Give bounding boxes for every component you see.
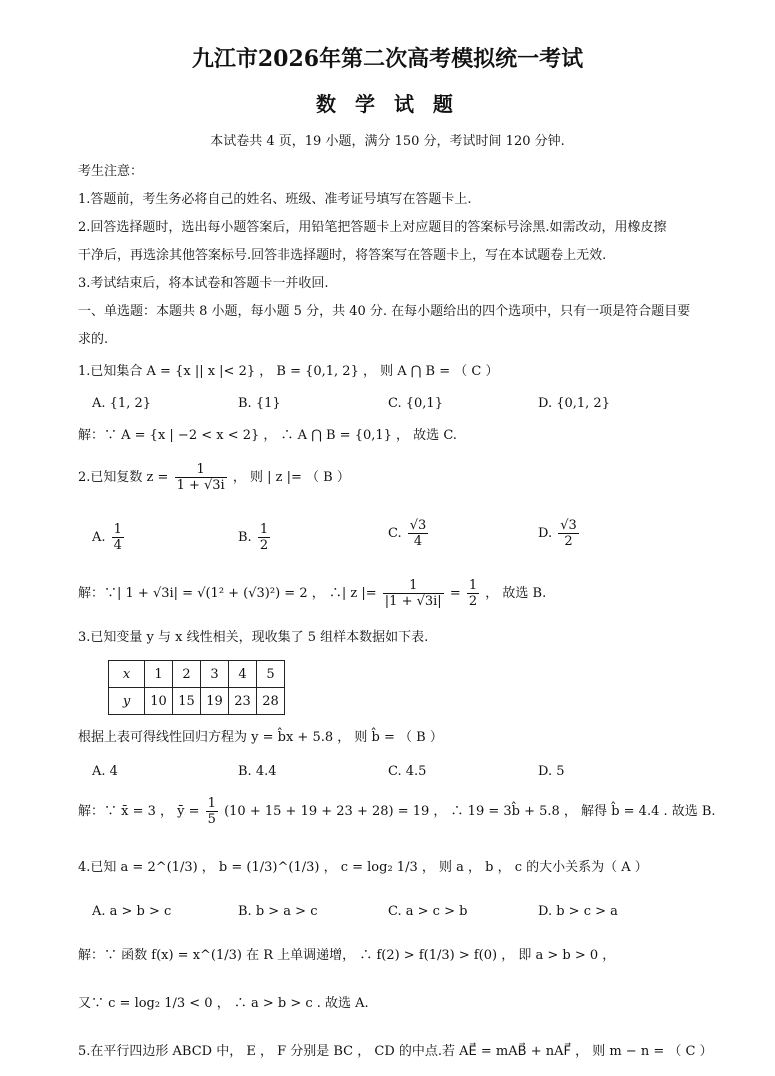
notice-heading: 考生注意： <box>78 164 144 179</box>
q2-option-c-label: C. <box>388 526 402 541</box>
q2-stem <box>78 462 350 493</box>
q1-stem: 1.已知集合 A = {x || x |< 2} ， B = {0,1, 2} ， 则 A ⋂ B = （ C ） <box>78 364 499 379</box>
table-cell: 15 <box>173 688 201 715</box>
q2-option-a-denominator: 4 <box>113 538 122 553</box>
table-row <box>109 661 285 688</box>
q2-option-b-numerator: 1 <box>259 522 269 537</box>
q2-option-d-denominator: 2 <box>564 534 573 549</box>
q3-solution-suffix: (10 + 15 + 19 + 23 + 28) = 19 ， ∴ 19 = 3b̂ + 5.8 ， 解得 b̂ = 4.4 . 故选 B. <box>224 804 716 819</box>
q3-solution <box>78 796 716 827</box>
q2-option-c-fraction <box>408 518 429 549</box>
q2-option-c <box>388 518 430 549</box>
q4-stem: 4.已知 a = 2^(1/3) ， b = (1/3)^(1/3) ， c = log₂ 1/3 ， 则 a ， b ， c 的大小关系为（ A ） <box>78 860 648 875</box>
q4-option-c: C. a > c > b <box>388 904 468 919</box>
table-cell: 10 <box>145 688 173 715</box>
table-header-y: y <box>109 688 145 715</box>
notice-item-1: 1.答题前，考生务必将自己的姓名、班级、准考证号填写在答题卡上. <box>78 192 472 207</box>
q4-solution-line-2: 又∵ c = log₂ 1/3 < 0 ， ∴ a > b > c . 故选 A. <box>78 996 369 1011</box>
q3-stem: 3.已知变量 y 与 x 线性相关，现收集了 5 组样本数据如下表. <box>78 630 429 645</box>
q1-option-d: D. {0,1, 2} <box>538 396 610 411</box>
q2-solution-numerator-1: 1 <box>383 578 444 594</box>
table-cell: 4 <box>229 661 257 688</box>
q3-solution-numerator: 1 <box>207 796 216 811</box>
q2-solution-denominator-1: |1 + √3i| <box>384 594 442 609</box>
notice-item-3: 3.考试结束后，将本试卷和答题卡一并收回. <box>78 276 329 291</box>
table-cell: 1 <box>145 661 173 688</box>
table-cell: 5 <box>257 661 285 688</box>
q2-option-b-fraction <box>258 522 270 553</box>
q4-option-a: A. a > b > c <box>92 904 172 919</box>
q2-solution <box>78 578 546 609</box>
q2-solution-numerator-2: 1 <box>468 578 478 593</box>
q2-solution-fraction-1 <box>383 578 444 609</box>
q2-option-a-numerator: 1 <box>113 522 122 537</box>
q2-option-b-denominator: 2 <box>259 538 269 553</box>
q1-solution: 解：∵ A = {x | −2 < x < 2} ， ∴ A ⋂ B = {0,1} ， 故选 C. <box>78 428 457 443</box>
q2-stem-numerator: 1 <box>175 462 227 478</box>
q2-stem-denominator: 1 + √3i <box>176 478 225 493</box>
notice-item-2-line-2: 干净后，再选涂其他答案标号.回答非选择题时，将答案写在答题卡上，写在本试题卷上无效. <box>78 248 607 263</box>
q4-option-d: D. b > c > a <box>538 904 618 919</box>
q1-option-c: C. {0,1} <box>388 396 443 411</box>
table-cell: 19 <box>201 688 229 715</box>
q3-option-b: B. 4.4 <box>238 764 277 779</box>
q1-option-a: A. {1, 2} <box>92 396 152 411</box>
q3-option-c: C. 4.5 <box>388 764 427 779</box>
section-1-heading-cont: 求的. <box>78 332 109 347</box>
q2-stem-fraction <box>175 462 227 493</box>
q2-option-d <box>538 518 581 549</box>
q2-solution-prefix: 解：∵| 1 + √3i| = √(1² + (√3)²) = 2 ， ∴| z |= <box>78 586 377 601</box>
q2-option-a <box>92 522 126 553</box>
exam-title: 九江市2026年第二次高考模拟统一考试 <box>191 46 584 72</box>
table-cell: 2 <box>173 661 201 688</box>
q2-option-c-numerator: √3 <box>409 518 427 533</box>
q3-solution-prefix: 解：∵ x̄ = 3 ， ȳ = <box>78 804 200 819</box>
q2-option-c-denominator: 4 <box>413 534 423 549</box>
subject-title: 数 学 试 题 <box>316 92 459 116</box>
table-header-x: x <box>109 661 145 688</box>
q3-option-d: D. 5 <box>538 764 565 779</box>
q2-option-d-fraction <box>558 518 579 549</box>
q2-solution-denominator-2: 2 <box>468 594 478 609</box>
q3-solution-fraction <box>206 796 218 827</box>
q3-option-a: A. 4 <box>92 764 118 779</box>
q2-solution-fraction-2 <box>467 578 479 609</box>
q3-solution-denominator: 5 <box>207 812 216 827</box>
q3-regression-line: 根据上表可得线性回归方程为 y = b̂x + 5.8 ， 则 b̂ = （ B ） <box>78 730 443 745</box>
q2-solution-suffix: ， 故选 B. <box>485 586 547 601</box>
q2-stem-suffix: ， 则 | z |= （ B ） <box>232 470 350 485</box>
q4-option-b: B. b > a > c <box>238 904 318 919</box>
q2-option-a-label: A. <box>92 530 106 545</box>
q2-option-d-label: D. <box>538 526 553 541</box>
q2-stem-prefix: 2.已知复数 z = <box>78 470 169 485</box>
q1-option-b: B. {1} <box>238 396 281 411</box>
notice-item-2-line-1: 2.回答选择题时，选出每小题答案后，用铅笔把答题卡上对应题目的答案标号涂黑.如需改动，用橡皮擦 <box>78 220 667 235</box>
exam-info: 本试卷共 4 页，19 小题，满分 150 分，考试时间 120 分钟. <box>210 134 565 149</box>
table-row <box>109 688 285 715</box>
q2-option-a-fraction <box>112 522 124 553</box>
q3-data-table <box>108 660 285 715</box>
table-cell: 3 <box>201 661 229 688</box>
q2-option-d-numerator: √3 <box>560 518 577 533</box>
section-1-heading: 一、单选题：本题共 8 小题，每小题 5 分，共 40 分. 在每小题给出的四个选项中，只有一项是符合题目要 <box>78 304 691 319</box>
table-cell: 28 <box>257 688 285 715</box>
q2-solution-equals: = <box>449 586 461 601</box>
q4-solution-line-1: 解：∵ 函数 f(x) = x^(1/3) 在 R 上单调递增， ∴ f(2) > f(1/3) > f(0) ， 即 a > b > 0 ， <box>78 948 616 963</box>
q2-option-b <box>238 522 272 553</box>
q2-option-b-label: B. <box>238 530 252 545</box>
q5-stem: 5.在平行四边形 ABCD 中， E ， F 分别是 BC ， CD 的中点.若 AE⃗ = mAB⃗ + nAF⃗ ， 则 m − n = （ C ） <box>78 1044 713 1059</box>
table-cell: 23 <box>229 688 257 715</box>
